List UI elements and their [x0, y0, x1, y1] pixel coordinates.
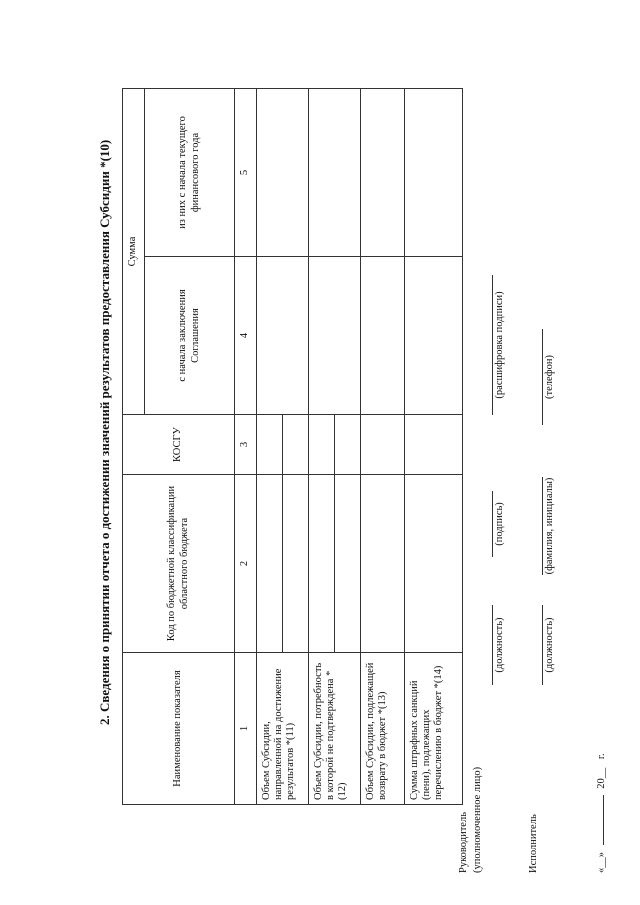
head-position-line [492, 605, 493, 685]
header-code: Код по бюджетной классификации областного бюджета [123, 475, 235, 653]
exec-name-caption: (фамилия, инициалы) [544, 477, 555, 575]
date-line [596, 753, 607, 873]
header-sum: Сумма [123, 88, 145, 414]
head-signature-line [492, 491, 493, 557]
header-sum-current: из них с начала текущего финансового года [145, 88, 235, 256]
cell [283, 475, 309, 653]
date-year: 20__ [596, 767, 607, 789]
row-label: Объем Субсидии, подлежащей возврату в бюджет *(13) [361, 653, 405, 805]
date-day: «__» [596, 852, 607, 873]
col-number: 4 [235, 257, 257, 415]
row-label: Сумма штрафных санкций (пени), подлежащих перечислению в бюджет *(14) [405, 653, 463, 805]
cell [257, 257, 309, 415]
col-number: 2 [235, 475, 257, 653]
cell [405, 415, 463, 475]
cell [335, 475, 361, 653]
head-decoding-line [492, 275, 493, 415]
cell [361, 257, 405, 415]
col-number: 5 [235, 88, 257, 256]
head-sublabel: (уполномоченное лицо) [472, 766, 483, 873]
head-label: Руководитель [458, 812, 469, 873]
cell [405, 475, 463, 653]
header-sum-start: с начала заключения Соглашения [145, 257, 235, 415]
cell [405, 257, 463, 415]
report-table [122, 88, 463, 805]
cell [309, 257, 361, 415]
exec-position-line [542, 605, 543, 685]
head-position-caption: (должность) [494, 617, 505, 673]
cell [309, 88, 361, 256]
section-heading: 2. Сведения о принятии отчета о достижении значений результатов предоставления Субсидии *(10) [97, 139, 112, 725]
cell [257, 415, 283, 475]
exec-position-caption: (должность) [544, 617, 555, 673]
date-month-blank [603, 795, 604, 845]
cell [405, 88, 463, 256]
cell [257, 475, 283, 653]
col-number: 1 [235, 653, 257, 805]
exec-phone-line [542, 329, 543, 425]
date-suffix: г. [596, 753, 607, 760]
row-label: Объем Субсидии, направленной на достижение результатов *(11) [257, 653, 309, 805]
exec-phone-caption: (телефон) [544, 355, 555, 399]
cell [257, 88, 309, 256]
cell [361, 415, 405, 475]
header-kosgu: КОСГУ [123, 415, 235, 475]
cell [283, 415, 309, 475]
col-number: 3 [235, 415, 257, 475]
cell [361, 88, 405, 256]
exec-name-line [542, 477, 543, 575]
executor-label: Исполнитель [528, 814, 539, 873]
cell [309, 415, 335, 475]
header-name: Наименование показателя [123, 653, 235, 805]
head-signature-caption: (подпись) [494, 502, 505, 546]
cell [309, 475, 335, 653]
row-label: Объем Субсидии, потребность в которой не подтверждена *(12) [309, 653, 361, 805]
cell [335, 415, 361, 475]
head-decoding-caption: (расшифровка подписи) [494, 291, 505, 399]
cell [361, 475, 405, 653]
